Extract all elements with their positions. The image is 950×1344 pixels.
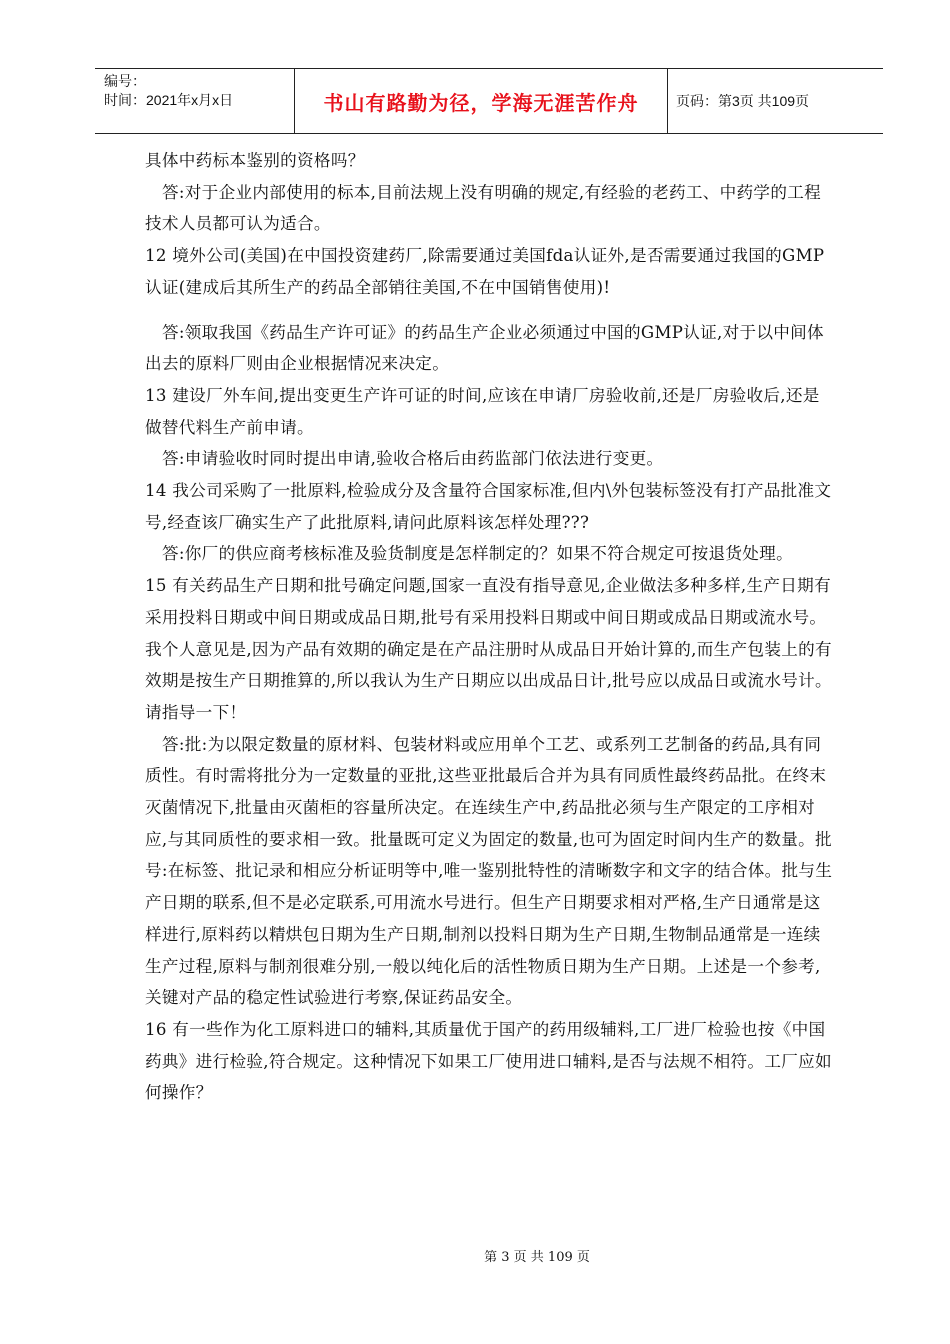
page-header bbox=[95, 68, 883, 134]
answer-paragraph: 答:批:为以限定数量的原材料、包装材料或应用单个工艺、或系列工艺制备的药品,具有同质性。有时需将批分为一定数量的亚批,这些亚批最后合并为具有同质性最终药品批。在终末灭菌情况下,批量由灭菌柜的容量所决定。在连续生产中,药品批必须与生产限定的工序相对应,与其同质性的要求相一致。批量既可定义为固定的数量,也可为固定时间内生产的数量。批号:在标签、批记录和相应分析证明等中,唯一鉴别批特性的清晰数字和文字的结合体。批与生产日期的联系,但不是必定联系,可用流水号进行。但生产日期要求相对严格,生产日通常是这样进行,原料药以精烘包日期为生产日期,制剂以投料日期为生产日期,生物制品通常是一连续生产过程,原料与制剂很难分别,一般以纯化后的活性物质日期为生产日期。上述是一个参考,关键对产品的稳定性试验进行考察,保证药品安全。 bbox=[145, 734, 833, 1008]
document-time: 时间：2021年x月x日 bbox=[104, 92, 234, 108]
question-paragraph: 15 有关药品生产日期和批号确定问题,国家一直没有指导意见,企业做法多种多样,生产日期有采用投料日期或中间日期或成品日期,批号有采用投料日期或中间日期或成品日期或流水号。我个人意见是,因为产品有效期的确定是在产品注册时从成品日开始计算的,而生产包装上的有效期是按生产日期推算的,所以我认为生产日期应以出成品日计,批号应以成品日或流水号计。请指导一下！ bbox=[145, 576, 832, 722]
question-paragraph: 14 我公司采购了一批原料,检验成分及含量符合国家标准,但内\外包装标签没有打产品批准文号,经查该厂确实生产了此批原料,请问此原料该怎样处理??? bbox=[145, 481, 832, 532]
header-page-info: 页码：第3页 共109页 bbox=[676, 93, 810, 109]
answer-paragraph: 答:对于企业内部使用的标本,目前法规上没有明确的规定,有经验的老药工、中药学的工程技术人员都可认为适合。 bbox=[145, 182, 821, 234]
answer-paragraph: 答:领取我国《药品生产许可证》的药品生产企业必须通过中国的GMP认证,对于以中间体出去的原料厂则由企业根据情况来决定。 bbox=[145, 322, 824, 374]
question-paragraph: 12 境外公司(美国)在中国投资建药厂,除需要通过美国fda认证外,是否需要通过我国的GMP认证(建成后其所生产的药品全部销往美国,不在中国销售使用)! bbox=[145, 246, 825, 297]
question-paragraph: 13 建设厂外车间,提出变更生产许可证的时间,应该在申请厂房验收前,还是厂房验收后,还是做替代料生产前申请。 bbox=[145, 385, 820, 437]
page-footer: 第 3 页 共 109 页 bbox=[484, 1250, 590, 1265]
paragraph: 具体中药标本鉴别的资格吗？ bbox=[145, 151, 365, 170]
question-paragraph: 16 有一些作为化工原料进口的辅料,其质量优于国产的药用级辅料,工厂进厂检验也按《中国药典》进行检验,符合规定。这种情况下如果工厂使用进口辅料,是否与法规不相符。工厂应如何操作？ bbox=[145, 1019, 832, 1103]
header-motto: 书山有路勤为径，学海无涯苦作舟 bbox=[295, 69, 668, 133]
header-meta bbox=[95, 69, 295, 133]
document-body bbox=[145, 145, 835, 1109]
answer-paragraph: 答:申请验收时同时提出申请,验收合格后由药监部门依法进行变更。 bbox=[162, 449, 664, 469]
answer-paragraph: 答:你厂的供应商考核标准及验货制度是怎样制定的？如果不符合规定可按退货处理。 bbox=[162, 544, 793, 564]
document-number-label: 编号： bbox=[104, 73, 146, 89]
